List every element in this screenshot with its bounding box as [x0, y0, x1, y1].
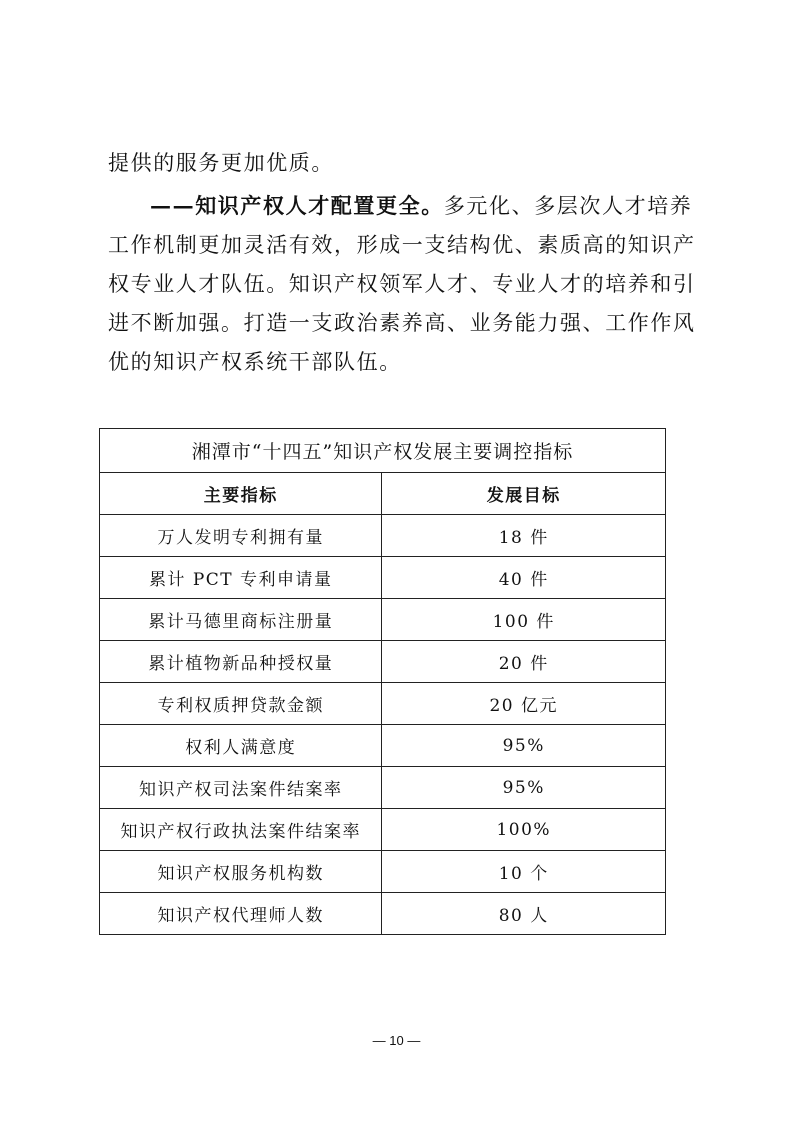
indicator-cell: 知识产权代理师人数: [100, 893, 382, 935]
table-row: [100, 893, 666, 935]
table-header-row: [100, 473, 666, 515]
indicator-cell: 知识产权司法案件结案率: [100, 767, 382, 809]
table-row: [100, 515, 666, 557]
target-cell: 40 件: [382, 557, 666, 599]
header-target: 发展目标: [382, 473, 666, 515]
target-cell: 100 件: [382, 599, 666, 641]
target-cell: 95%: [382, 725, 666, 767]
paragraph-talent-heading: ——知识产权人才配置更全。: [150, 193, 444, 218]
table-caption-row: [100, 429, 666, 473]
indicator-cell: 万人发明专利拥有量: [100, 515, 382, 557]
table-row: [100, 557, 666, 599]
indicators-table: [99, 428, 666, 935]
indicator-cell: 累计植物新品种授权量: [100, 641, 382, 683]
header-indicator: 主要指标: [100, 473, 382, 515]
indicator-cell: 知识产权行政执法案件结案率: [100, 809, 382, 851]
indicator-cell: 知识产权服务机构数: [100, 851, 382, 893]
paragraph-talent-body: 多元化、多层次人才培养工作机制更加灵活有效，形成一支结构优、素质高的知识产权专业人才队伍。知识产权领军人才、专业人才的培养和引进不断加强。打造一支政治素养高、业务能力强、工作作风优的知识产权系统干部队伍。: [108, 194, 696, 374]
table-caption: 湘潭市“十四五”知识产权发展主要调控指标: [100, 429, 666, 473]
paragraph-talent: [108, 186, 698, 382]
table-row: [100, 725, 666, 767]
page-number: — 10 —: [372, 1033, 421, 1048]
target-cell: 95%: [382, 767, 666, 809]
indicator-cell: 累计 PCT 专利申请量: [100, 557, 382, 599]
paragraph-continuation: 提供的服务更加优质。: [108, 151, 334, 175]
target-cell: 10 个: [382, 851, 666, 893]
target-cell: 100%: [382, 809, 666, 851]
table-row: [100, 767, 666, 809]
indicator-cell: 专利权质押贷款金额: [100, 683, 382, 725]
table-row: [100, 599, 666, 641]
indicator-cell: 权利人满意度: [100, 725, 382, 767]
table-row: [100, 683, 666, 725]
target-cell: 20 亿元: [382, 683, 666, 725]
table-row: [100, 641, 666, 683]
target-cell: 80 人: [382, 893, 666, 935]
target-cell: 20 件: [382, 641, 666, 683]
indicator-cell: 累计马德里商标注册量: [100, 599, 382, 641]
table-row: [100, 851, 666, 893]
target-cell: 18 件: [382, 515, 666, 557]
table-row: [100, 809, 666, 851]
